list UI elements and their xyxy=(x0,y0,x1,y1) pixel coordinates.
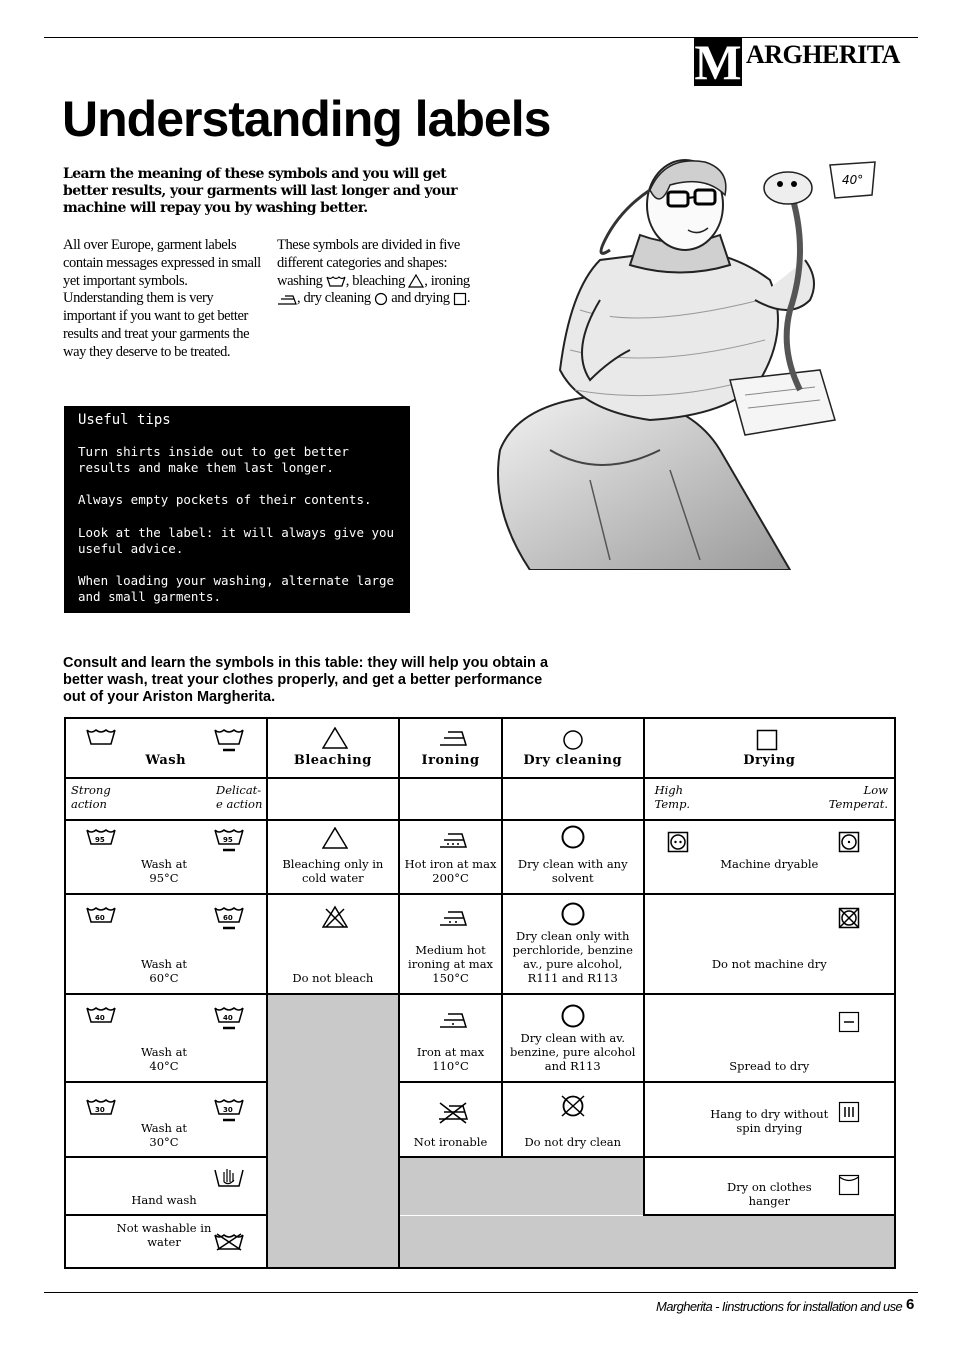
no-bleach-icon xyxy=(322,905,348,929)
wash-header: Wash xyxy=(145,753,187,768)
svg-text:95: 95 xyxy=(223,836,233,844)
svg-text:40: 40 xyxy=(223,1014,233,1022)
empty-bottom-area xyxy=(399,1215,895,1268)
intro-right-column: These symbols are divided in five different categories and shapes: washing , bleaching , ironing , dry cleaning and drying . xyxy=(277,237,471,307)
wash-60-cell xyxy=(65,894,267,994)
dry-clean-benzine-cell xyxy=(502,994,644,1082)
wash-delicate-icon xyxy=(214,727,244,753)
svg-text:40: 40 xyxy=(95,1014,105,1022)
dry-clean-benzine-icon xyxy=(560,1003,586,1029)
dry-clean-circle-icon xyxy=(374,292,388,306)
hand-wash-cell xyxy=(65,1157,267,1215)
wash-tub-icon xyxy=(326,275,346,287)
drying-header-cell xyxy=(644,718,895,778)
wash-60-label: Wash at 60°C xyxy=(140,957,188,985)
bleach-cold-label: Bleaching only in cold water xyxy=(282,857,384,885)
iron-low-label: Iron at max 110°C xyxy=(416,1045,485,1073)
dry-clean-perchloride-cell xyxy=(502,894,644,994)
machine-dry-label: Machine dryable xyxy=(720,857,819,871)
wash-30-label: Wash at 30°C xyxy=(140,1121,188,1149)
logo-text: ARGHERITA xyxy=(746,40,900,69)
do-not-wash-icon xyxy=(214,1232,244,1252)
wash-tub-icon xyxy=(86,727,116,745)
dry-clean-perchloride-label: Dry clean only with perchloride, benzine av., pure alcohol, R111 and R113 xyxy=(512,929,633,985)
top-rule xyxy=(44,37,918,38)
bottom-rule xyxy=(44,1292,918,1293)
no-dry-clean-label: Do not dry clean xyxy=(524,1135,622,1149)
wash-40-delicate-icon xyxy=(214,1005,244,1031)
machine-dry-cell xyxy=(644,820,895,894)
bleach-triangle-icon xyxy=(322,827,348,849)
hand-wash-label: Hand wash xyxy=(131,1193,197,1207)
line-dry-icon xyxy=(838,1174,860,1196)
svg-text:30: 30 xyxy=(223,1106,233,1114)
wash-60-icon xyxy=(86,905,116,923)
iron-icon xyxy=(277,293,297,305)
tumble-dry-low-icon xyxy=(838,831,860,853)
tip-item: Always empty pockets of their contents. xyxy=(78,492,372,507)
not-ironable-label: Not ironable xyxy=(413,1135,488,1149)
no-machine-dry-cell xyxy=(644,894,895,994)
iron-hot-icon xyxy=(438,831,468,849)
tip-item: When loading your washing, alternate large and small garments. xyxy=(78,573,395,604)
footer-text: Margherita - Iinstructions for installation and use xyxy=(656,1299,903,1314)
dry-clean-perchloride-icon xyxy=(560,901,586,927)
no-iron-icon xyxy=(436,1101,470,1125)
iron-medium-cell xyxy=(399,894,502,994)
wash-30-delicate-icon xyxy=(214,1097,244,1123)
dry-clean-circle-icon xyxy=(562,729,584,751)
wash-header-cell xyxy=(65,718,267,778)
hang-dry-cell xyxy=(644,1082,895,1157)
no-dry-clean-icon xyxy=(559,1093,587,1119)
iron-low-icon xyxy=(438,1011,468,1029)
strong-action-label: Strong action xyxy=(71,783,111,811)
spread-dry-label: Spread to dry xyxy=(729,1059,810,1073)
drying-subheader-cell xyxy=(644,778,895,820)
bleaching-header: Bleaching xyxy=(293,753,372,768)
dry-cleaning-header-cell xyxy=(502,718,644,778)
dry-clean-benzine-label: Dry clean with av. benzine, pure alcohol and R113 xyxy=(510,1031,636,1073)
svg-text:95: 95 xyxy=(95,836,105,844)
iron-icon xyxy=(438,729,468,747)
empty-dry-clean-area xyxy=(502,1157,644,1215)
page-title: Understanding labels xyxy=(62,91,551,147)
drying-square-icon xyxy=(453,292,467,306)
no-tumble-dry-icon xyxy=(838,907,860,929)
drying-square-icon xyxy=(756,729,778,751)
drying-header: Drying xyxy=(743,753,796,768)
wash-95-delicate-icon xyxy=(214,827,244,853)
wash-95-icon xyxy=(86,827,116,845)
wash-40-icon xyxy=(86,1005,116,1023)
not-washable-label: Not washable in water xyxy=(116,1221,212,1249)
svg-text:60: 60 xyxy=(95,914,105,922)
wash-30-cell xyxy=(65,1082,267,1157)
empty-ironing-area xyxy=(399,1157,502,1215)
dry-clean-any-cell xyxy=(502,820,644,894)
hang-dry-label: Hang to dry without spin drying xyxy=(710,1107,829,1135)
page-number: 6 xyxy=(906,1296,915,1313)
tumble-dry-high-icon xyxy=(667,831,689,853)
bleaching-header-cell xyxy=(267,718,400,778)
dry-flat-icon xyxy=(838,1011,860,1033)
not-washable-cell xyxy=(65,1215,267,1268)
hand-wash-icon xyxy=(214,1166,244,1188)
tip-item: Look at the label: it will always give you useful advice. xyxy=(78,525,395,556)
bleach-cold-cell xyxy=(267,820,400,894)
woman-illustration xyxy=(490,150,905,570)
no-machine-dry-label: Do not machine dry xyxy=(711,957,827,971)
no-bleach-label: Do not bleach xyxy=(292,971,374,985)
intro-left-column: All over Europe, garment labels contain messages expressed in small yet important symbols. Understanding them is very important if you want to get better results and treat your garments the way they deserve to be treated. xyxy=(63,237,261,360)
wash-40-label: Wash at 40°C xyxy=(140,1045,188,1073)
hanger-dry-label: Dry on clothes hanger xyxy=(726,1180,812,1208)
label-temp-text: 40° xyxy=(842,173,864,187)
no-dry-clean-cell xyxy=(502,1082,644,1157)
wash-30-icon xyxy=(86,1097,116,1115)
symbols-table xyxy=(64,717,896,1269)
ironing-header: Ironing xyxy=(421,753,480,768)
wash-60-delicate-icon xyxy=(214,905,244,931)
dry-clean-any-label: Dry clean with any solvent xyxy=(517,857,628,885)
wash-40-cell xyxy=(65,994,267,1082)
lead-paragraph: Learn the meaning of these symbols and you will get better results, your garments will last longer and your machine will repay you by washing better. xyxy=(63,166,458,216)
wash-95-cell xyxy=(65,820,267,894)
ironing-header-cell xyxy=(399,718,502,778)
dry-clean-any-icon xyxy=(560,824,586,850)
svg-text:60: 60 xyxy=(223,914,233,922)
wash-95-label: Wash at 95°C xyxy=(140,857,188,885)
logo-mark: M xyxy=(694,34,742,90)
categories-intro: These symbols are divided in five different categories and shapes: xyxy=(277,237,460,271)
drip-dry-icon xyxy=(838,1101,860,1123)
useful-tips-box xyxy=(64,406,410,613)
tip-item: Turn shirts inside out to get better results and make them last longer. xyxy=(78,444,349,475)
bleach-triangle-icon xyxy=(322,727,348,749)
iron-low-cell xyxy=(399,994,502,1082)
iron-medium-icon xyxy=(438,909,468,927)
spread-dry-cell xyxy=(644,994,895,1082)
no-bleach-cell xyxy=(267,894,400,994)
wash-subheader-cell xyxy=(65,778,267,820)
svg-text:30: 30 xyxy=(95,1106,105,1114)
iron-medium-label: Medium hot ironing at max 150°C xyxy=(408,943,494,985)
dry-cleaning-header: Dry cleaning xyxy=(523,753,623,768)
tips-heading: Useful tips xyxy=(78,412,171,428)
high-temp-label: High Temp. xyxy=(654,783,691,811)
delicate-action-label: Delicat-e action xyxy=(216,783,263,811)
consult-paragraph: Consult and learn the symbols in this table: they will help you obtain a better wash, treat your clothes properly, and get a better performance out of your Ariston Margherita. xyxy=(63,655,549,705)
iron-hot-cell xyxy=(399,820,502,894)
bleach-triangle-icon xyxy=(408,274,424,288)
not-ironable-cell xyxy=(399,1082,502,1157)
empty-bleach-area xyxy=(267,994,400,1268)
iron-hot-label: Hot iron at max 200°C xyxy=(404,857,497,885)
hanger-dry-cell xyxy=(644,1157,895,1215)
low-temp-label: Low Temperat. xyxy=(828,783,888,811)
